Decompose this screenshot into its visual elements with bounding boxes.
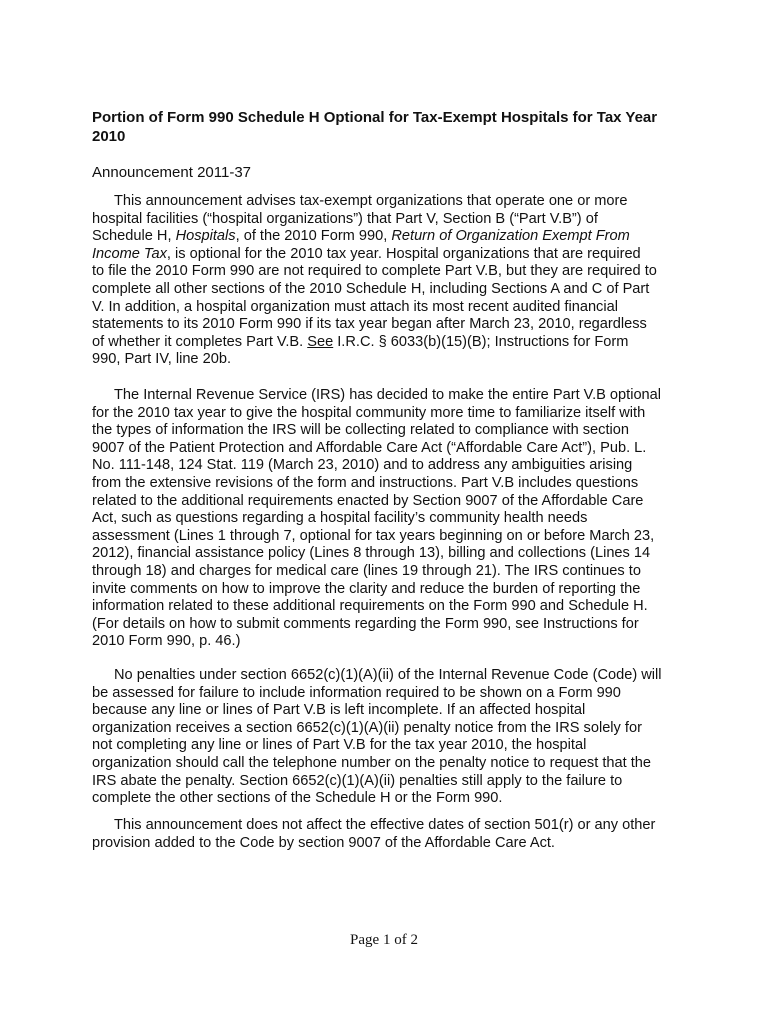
text-run: , of the 2010 Form 990, (235, 228, 392, 245)
paragraph-line (92, 334, 692, 352)
italic-form-title: Return of Organization Exempt From (391, 228, 630, 245)
text-run: of whether it completes Part V.B. (92, 333, 308, 350)
paragraph-line: No penalties under section 6652(c)(1)(A)(ii) of the Internal Revenue Code (Code) will (114, 667, 662, 683)
paragraph-line (92, 228, 692, 246)
paragraph-line (92, 246, 692, 264)
paragraph-line: for the 2010 tax year to give the hospital community more time to familiarize itself with (92, 404, 646, 421)
paragraph-1 (92, 193, 692, 369)
paragraph-line: invite comments on how to improve the clarity and reduce the burden of reporting the (92, 580, 641, 597)
paragraph-line: 990, Part IV, line 20b. (92, 351, 232, 368)
paragraph-line: not completing any line or lines of Part V.B for the tax year 2010, the hospital (92, 737, 587, 754)
paragraph-line: complete all other sections of the 2010 Schedule H, including Sections A and C of Part (92, 280, 650, 297)
paragraph-2 (92, 387, 692, 651)
announcement-number: Announcement 2011-37 (92, 164, 252, 181)
paragraph-line: 2010 Form 990, p. 46.) (92, 633, 241, 650)
paragraph-line: organization receives a section 6652(c)(1)(A)(ii) penalty notice from the IRS solely for (92, 719, 642, 736)
paragraph-line: This announcement advises tax-exempt organizations that operate one or more (114, 193, 628, 209)
paragraph-4 (92, 817, 692, 852)
text-run: I.R.C. § 6033(b)(15)(B); Instructions for Form (333, 333, 629, 350)
paragraph-line: hospital facilities (“hospital organizations”) that Part V, Section B (“Part V.B”) of (92, 210, 598, 227)
paragraph-3 (92, 667, 692, 808)
document-title: Portion of Form 990 Schedule H Optional for Tax-Exempt Hospitals for Tax Year 2010 (92, 109, 658, 145)
paragraph-line: because any line or lines of Part V.B is left incomplete. If an affected hospital (92, 702, 586, 719)
paragraph-line: IRS abate the penalty. Section 6652(c)(1)(A)(ii) penalties still apply to the failure to (92, 772, 623, 789)
page-number-footer: Page 1 of 2 (350, 932, 418, 948)
paragraph-line: information related to these additional requirements on the Form 990 and Schedule H. (92, 598, 648, 615)
paragraph-line: related to the additional requirements enacted by Section 9007 of the Affordable Care (92, 492, 644, 509)
paragraph-line: This announcement does not affect the effective dates of section 501(r) or any other (114, 817, 656, 833)
italic-form-title: Income Tax (92, 245, 167, 262)
paragraph-line: complete the other sections of the Schedule H or the Form 990. (92, 790, 503, 807)
paragraph-line: the types of information the IRS will be collecting related to compliance with section (92, 422, 629, 439)
paragraph-line: V. In addition, a hospital organization must attach its most recent audited financial (92, 298, 618, 315)
paragraph-line: provision added to the Code by section 9007 of the Affordable Care Act. (92, 834, 555, 851)
paragraph-line: 9007 of the Patient Protection and Affordable Care Act (“Affordable Care Act”), Pub. L. (92, 439, 647, 456)
paragraph-line: statements to its 2010 Form 990 if its tax year began after March 23, 2010, regardless (92, 316, 647, 333)
italic-title-hospitals: Hospitals (175, 228, 236, 245)
paragraph-line: to file the 2010 Form 990 are not required to complete Part V.B, but they are required to (92, 263, 657, 280)
paragraph-line: from the extensive revisions of the form and instructions. Part V.B includes questions (92, 474, 639, 491)
paragraph-line: (For details on how to submit comments regarding the Form 990, see Instructions for (92, 615, 639, 632)
underlined-see: See (307, 333, 334, 350)
paragraph-line: 2012), financial assistance policy (Lines 8 through 13), billing and collections (Lines 14 (92, 545, 651, 562)
text-run: , is optional for the 2010 tax year. Hospital organizations that are required (166, 245, 641, 262)
paragraph-line: assessment (Lines 1 through 7, optional for tax years beginning on or before March 23, (92, 527, 655, 544)
paragraph-line: through 18) and charges for medical care (lines 19 through 21). The IRS continues to (92, 562, 641, 579)
paragraph-line: No. 111-148, 124 Stat. 119 (March 23, 2010) and to address any ambiguities arising (92, 457, 633, 474)
text-run: Schedule H, (92, 228, 176, 245)
paragraph-line: Act, such as questions regarding a hospital facility’s community health needs (92, 510, 588, 527)
paragraph-line: be assessed for failure to include information required to be shown on a Form 990 (92, 684, 621, 701)
paragraph-line: The Internal Revenue Service (IRS) has decided to make the entire Part V.B optional (114, 387, 662, 403)
paragraph-line: organization should call the telephone number on the penalty notice to request that the (92, 754, 652, 771)
